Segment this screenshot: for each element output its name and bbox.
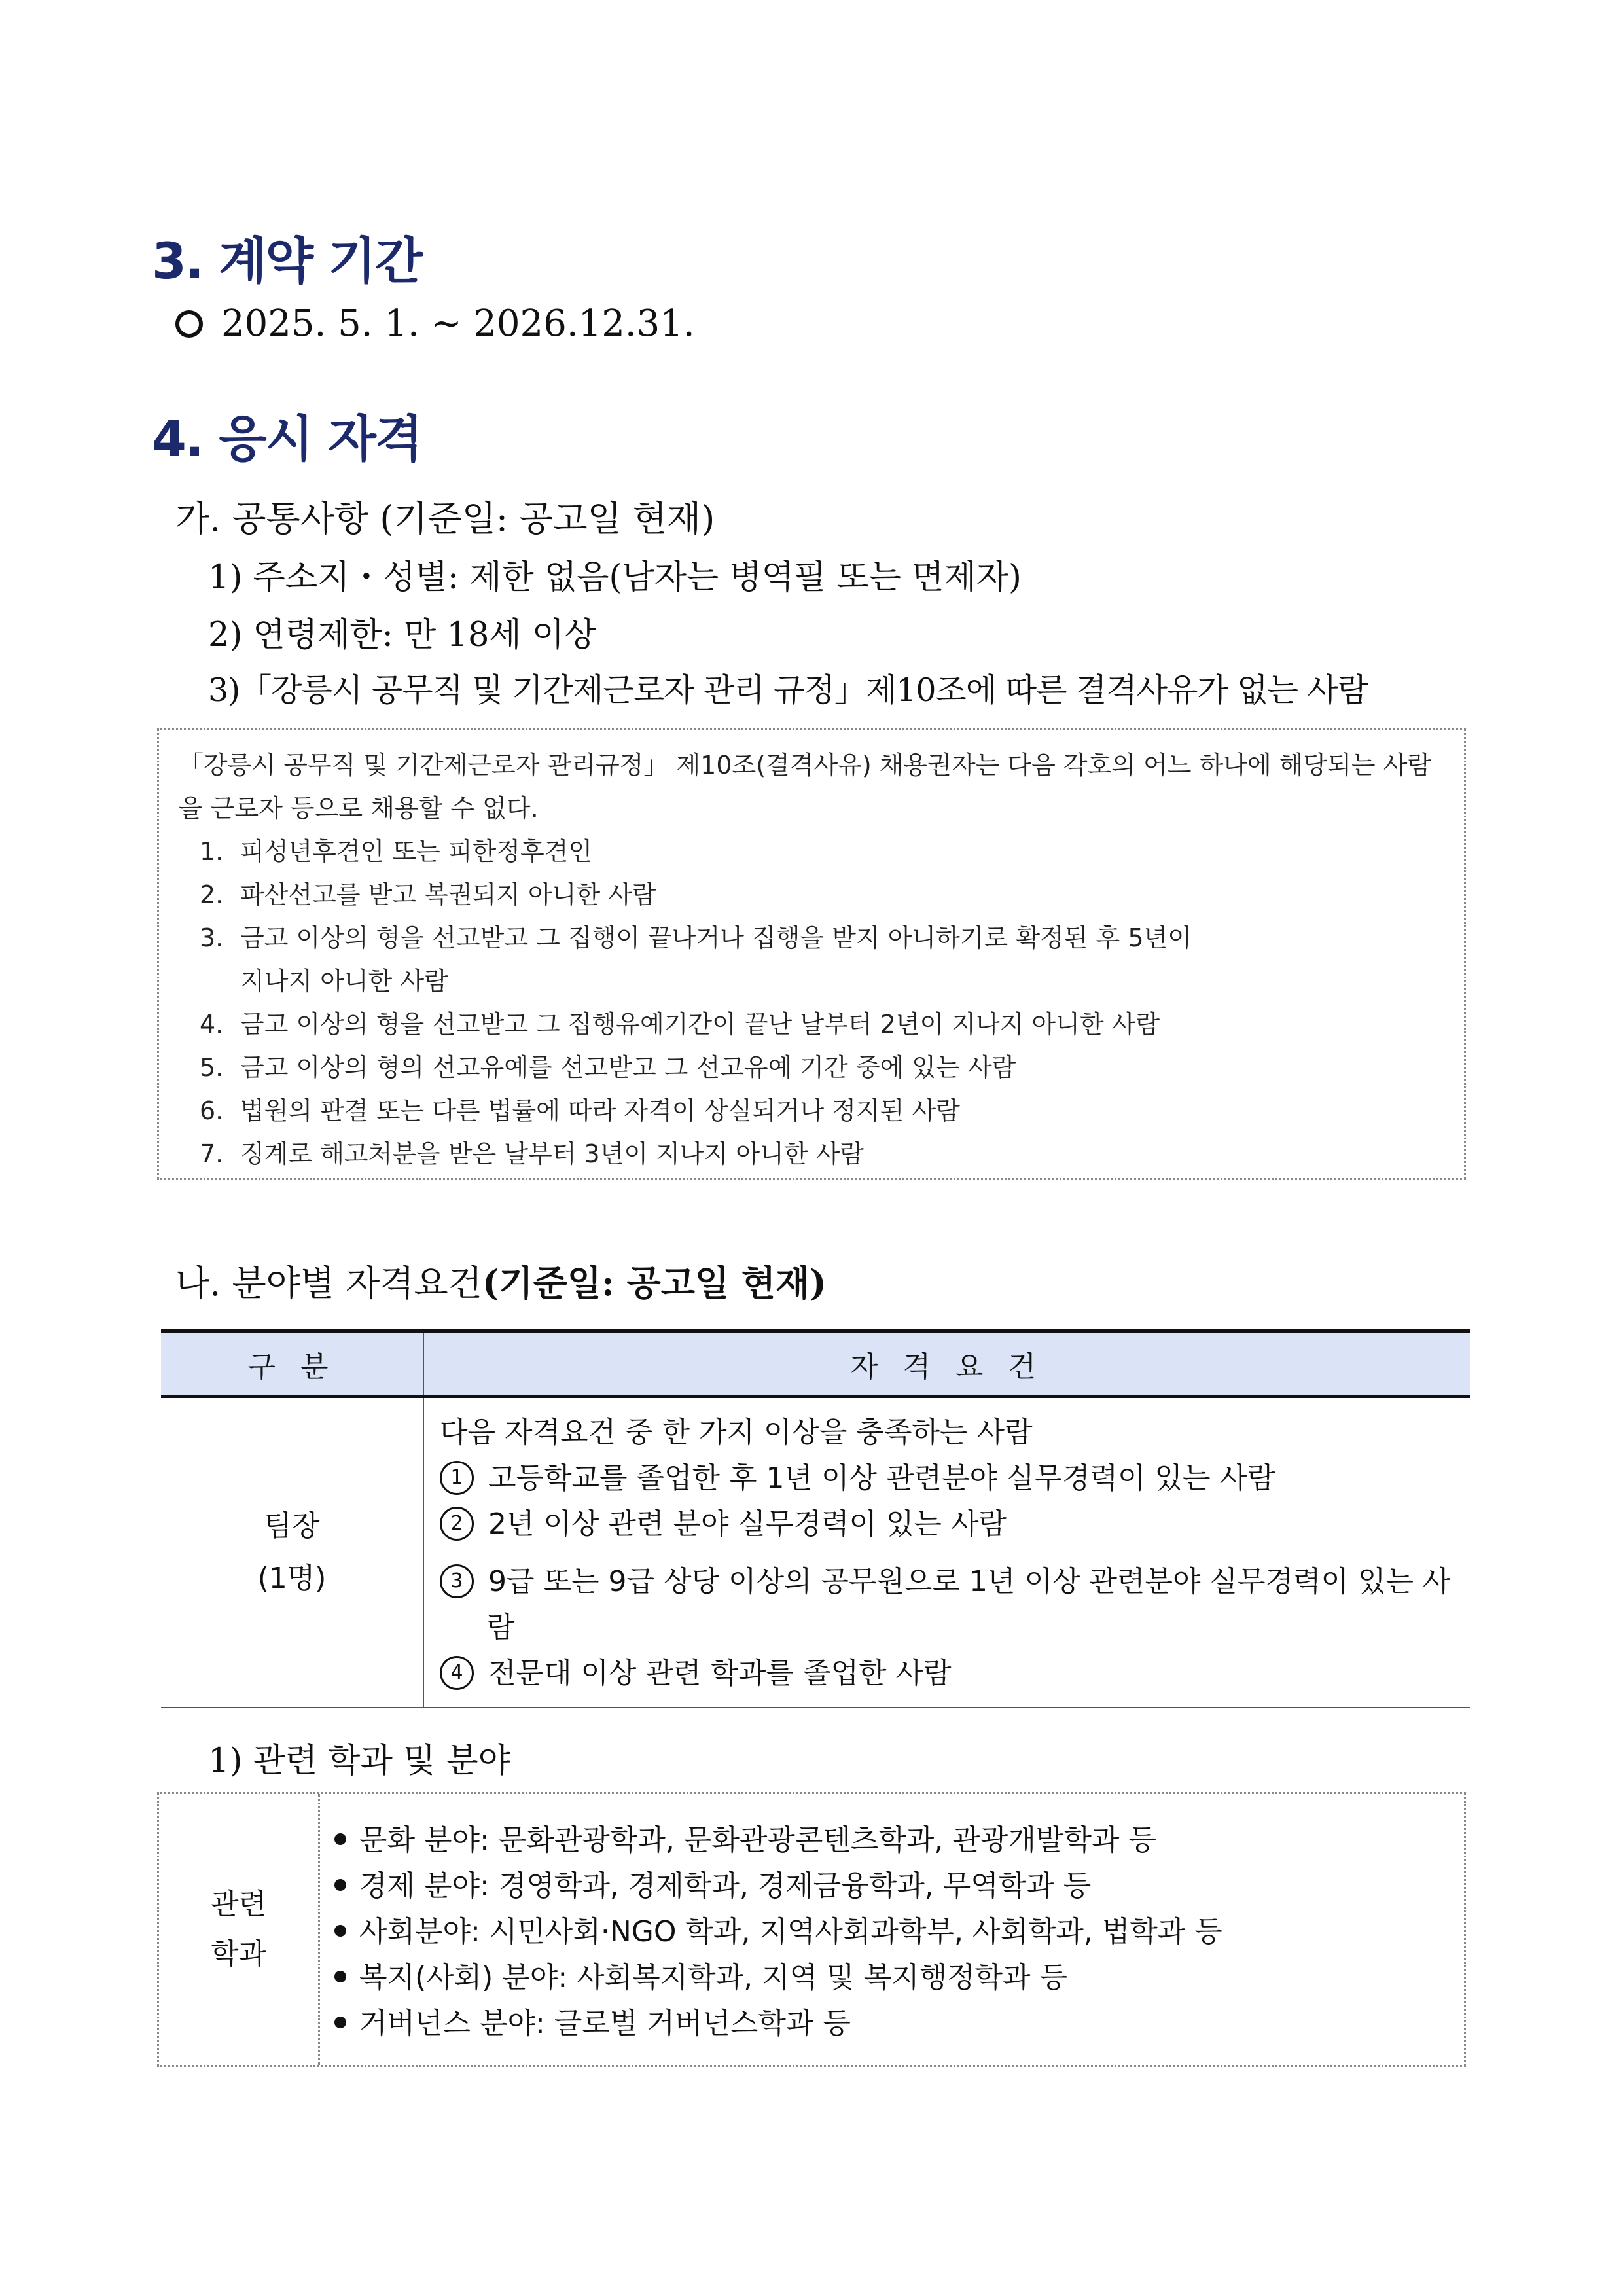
related-departments-box [157,1792,1466,2067]
field-heading-suffix: (기준일: 공고일 현재) [482,1262,827,1304]
related-label [159,1794,320,2065]
requirements-cell [423,1397,1470,1708]
common-item-3: 3)「강릉시 공무직 및 기간제근로자 관리 규정」제10조에 따른 결격사유가 없는 사람 [208,672,1368,709]
law-intro: 「강릉시 공무직 및 기간제근로자 관리규정」 제10조(결격사유) 채용권자는 다음 각호의 어느 하나에 해당되는 사람을 근로자 등으로 채용할 수 없다. [179,751,1432,823]
bullet-icon [334,1971,346,1982]
common-heading: 가. 공통사항 (기준일: 공고일 현재) [175,498,715,539]
table-header-category: 구 분 [161,1331,423,1397]
law-item: 3. 금고 이상의 형을 선고받고 그 집행이 끝나거나 집행을 받지 아니하기로 확정된 후 5년이 [200,924,1192,952]
related-label-line1: 관련 [210,1888,266,1921]
contract-period [175,302,695,345]
list-item: 문화 분야: 문화관광학과, 문화관광콘텐츠학과, 관광개발학과 등 [334,1818,1222,1863]
law-item: 4. 금고 이상의 형을 선고받고 그 집행유예기간이 끝난 날부터 2년이 지나지 아니한 사람 [200,1010,1160,1039]
bullet-icon [334,1925,346,1937]
circled-number-icon: 1 [440,1461,474,1495]
field-heading-prefix: 나. 분야별 자격요건 [175,1263,482,1304]
field-heading [175,1255,827,1306]
requirement-item: 3 9급 또는 9급 상당 이상의 공무원으로 1년 이상 관련분야 실무경력이 있는 사람 [440,1559,1457,1651]
circled-number-icon: 4 [440,1656,474,1690]
bullet-icon [334,2017,346,2028]
role-cell [161,1397,423,1708]
table-header-requirements: 자 격 요 건 [423,1331,1470,1397]
common-item-2: 2) 연령제한: 만 18세 이상 [208,616,597,655]
contract-period-text: 2025. 5. 1. ~ 2026.12.31. [221,302,695,345]
law-item: 1. 피성년후견인 또는 피한정후견인 [200,837,593,866]
related-list [334,1818,1222,2047]
qualification-table [161,1329,1470,1708]
section-3-title: 3. 계약 기간 [152,232,422,290]
list-item: 거버넌스 분야: 글로벌 거버넌스학과 등 [334,2001,1222,2047]
requirements-lead: 다음 자격요건 중 한 가지 이상을 충족하는 사람 [440,1416,1033,1449]
circled-number-icon: 3 [440,1564,474,1598]
related-label-line2: 학과 [210,1937,266,1971]
bullet-icon [334,1833,346,1845]
law-item: 6. 법원의 판결 또는 다른 법률에 따라 자격이 상실되거나 정지된 사람 [200,1096,960,1125]
table-row [161,1397,1470,1708]
requirement-item: 2 2년 이상 관련 분야 실무경력이 있는 사람 [440,1501,1457,1547]
role-count: (1명) [257,1562,327,1595]
law-item: 5. 금고 이상의 형의 선고유예를 선고받고 그 선고유예 기간 중에 있는 사람 [200,1053,1016,1082]
bullet-icon [334,1879,346,1891]
circled-number-icon: 2 [440,1507,474,1541]
requirement-item: 4 전문대 이상 관련 학과를 졸업한 사람 [440,1651,1457,1696]
common-item-1: 1) 주소지・성별: 제한 없음(남자는 병역필 또는 면제자) [208,558,1022,597]
law-item-continuation: 지나지 아니한 사람 [240,967,448,996]
law-item: 2. 파산선고를 받고 복권되지 아니한 사람 [200,880,656,909]
requirement-item: 1 고등학교를 졸업한 후 1년 이상 관련분야 실무경력이 있는 사람 [440,1456,1457,1501]
circle-bullet-icon [175,310,203,338]
section-4-title: 4. 응시 자격 [152,410,422,468]
related-heading: 1) 관련 학과 및 분야 [208,1742,511,1780]
law-reference-box [157,728,1466,1180]
list-item: 복지(사회) 분야: 사회복지학과, 지역 및 복지행정학과 등 [334,1955,1222,2001]
role-name: 팀장 [264,1509,320,1543]
list-item: 사회분야: 시민사회·NGO 학과, 지역사회과학부, 사회학과, 법학과 등 [334,1909,1222,1955]
law-item: 7. 징계로 해고처분을 받은 날부터 3년이 지나지 아니한 사람 [200,1139,865,1168]
table-header-row [161,1331,1470,1397]
list-item: 경제 분야: 경영학과, 경제학과, 경제금융학과, 무역학과 등 [334,1863,1222,1909]
